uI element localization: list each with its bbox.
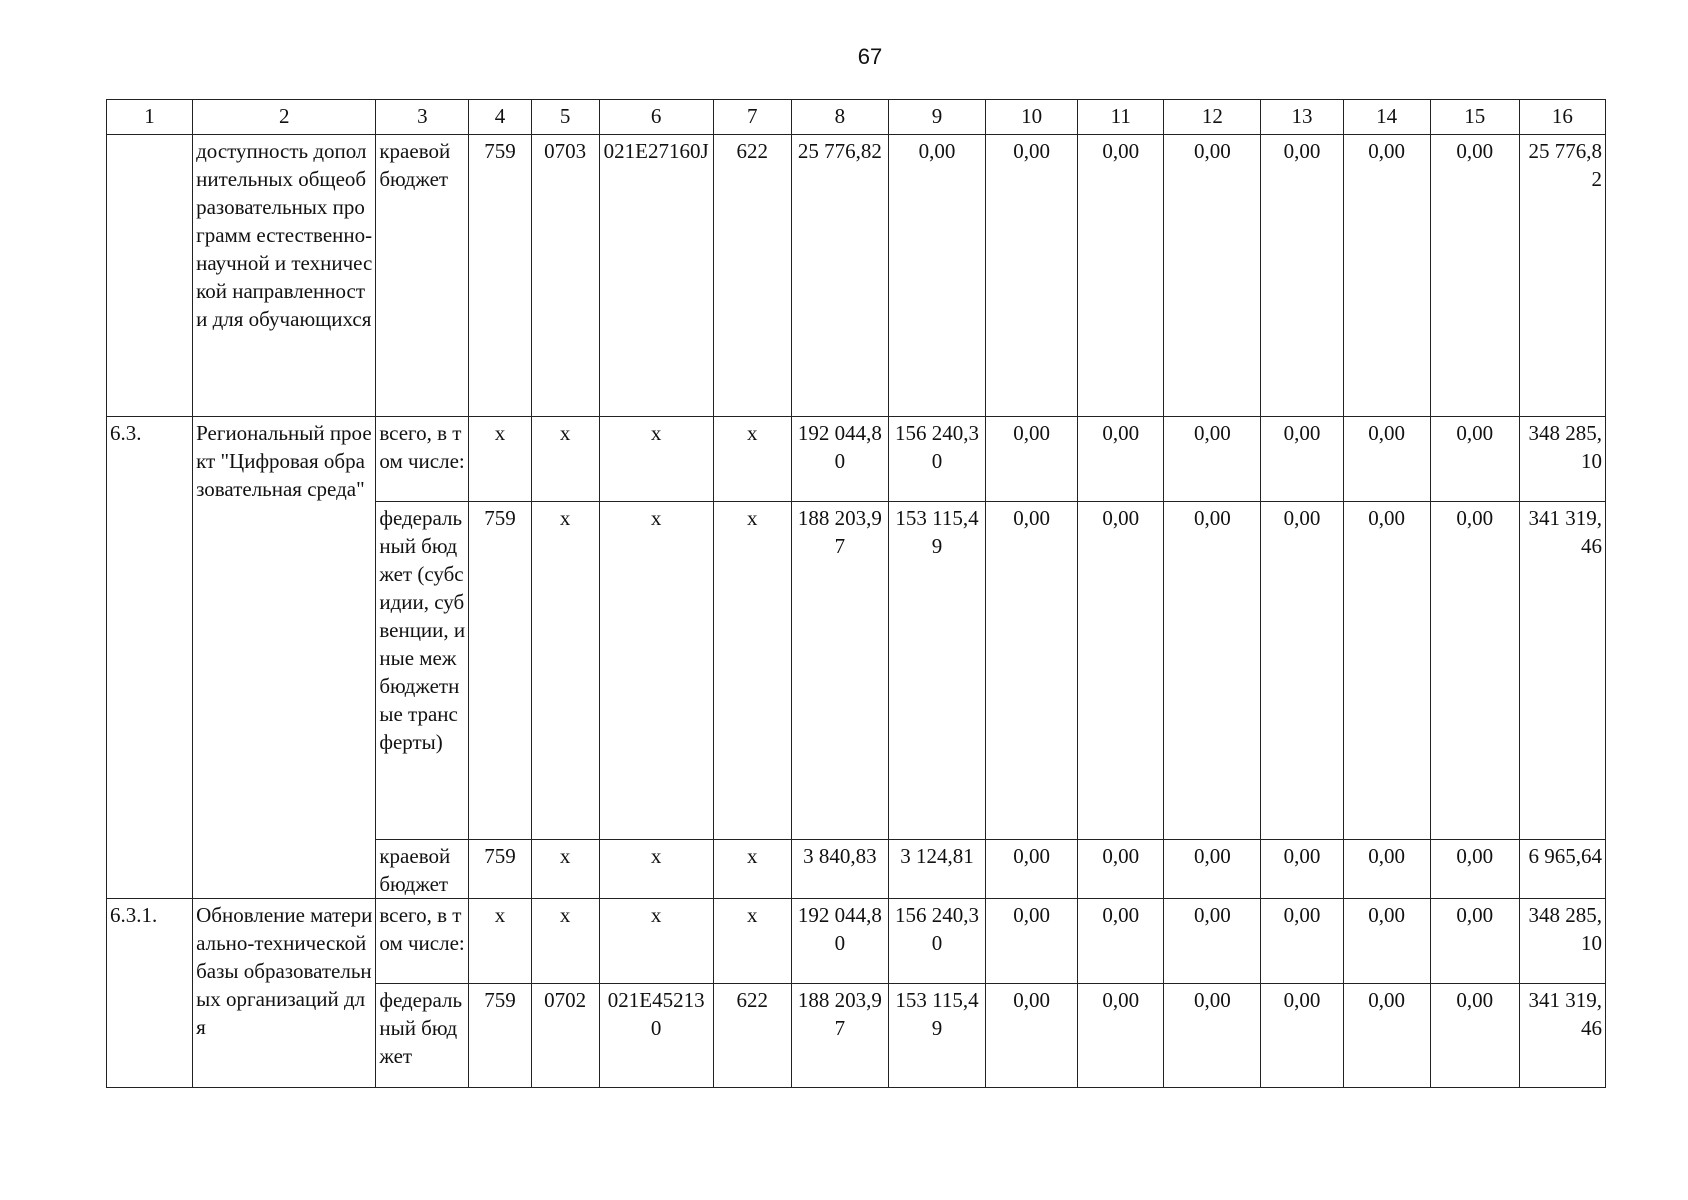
amount-cell: 0,00 (986, 899, 1078, 984)
header-cell: 7 (713, 100, 791, 135)
amount-cell: 0,00 (1343, 984, 1430, 1088)
total-cell: 341 319,46 (1519, 984, 1605, 1088)
amount-cell: 153 115,49 (888, 502, 985, 840)
header-cell: 14 (1343, 100, 1430, 135)
amount-cell: 153 115,49 (888, 984, 985, 1088)
code-cell: х (599, 417, 713, 502)
amount-cell: 156 240,30 (888, 417, 985, 502)
amount-cell: 0,00 (1261, 135, 1343, 417)
code-cell: 0703 (531, 135, 599, 417)
amount-cell: 188 203,97 (791, 502, 888, 840)
header-cell: 2 (193, 100, 376, 135)
total-cell: 25 776,82 (1519, 135, 1605, 417)
code-cell: х (713, 417, 791, 502)
budget-table (106, 99, 1606, 1088)
code-cell: х (599, 899, 713, 984)
amount-cell: 0,00 (986, 502, 1078, 840)
amount-cell: 0,00 (1164, 417, 1261, 502)
row-number-cell: 6.3.1. (107, 899, 193, 1088)
table-row (107, 135, 1606, 417)
header-cell: 16 (1519, 100, 1605, 135)
amount-cell: 0,00 (1164, 840, 1261, 899)
total-cell: 348 285,10 (1519, 899, 1605, 984)
code-cell: 759 (469, 502, 531, 840)
code-cell: х (531, 840, 599, 899)
amount-cell: 156 240,30 (888, 899, 985, 984)
code-cell: х (469, 899, 531, 984)
total-cell: 341 319,46 (1519, 502, 1605, 840)
code-cell: х (599, 502, 713, 840)
item-name-cell: Региональный проект "Цифровая образовательная среда" (193, 417, 376, 899)
header-cell: 1 (107, 100, 193, 135)
code-cell: х (531, 417, 599, 502)
code-cell: х (713, 840, 791, 899)
amount-cell: 0,00 (1078, 840, 1164, 899)
amount-cell: 0,00 (1343, 502, 1430, 840)
amount-cell: 25 776,82 (791, 135, 888, 417)
amount-cell: 0,00 (1430, 984, 1519, 1088)
source-cell: федеральный бюджет (субсидии, субвенции, иные межбюджетные трансферты) (376, 502, 469, 840)
amount-cell: 0,00 (1343, 135, 1430, 417)
header-cell: 8 (791, 100, 888, 135)
total-cell: 348 285,10 (1519, 417, 1605, 502)
header-cell: 5 (531, 100, 599, 135)
header-cell: 15 (1430, 100, 1519, 135)
amount-cell: 0,00 (1164, 502, 1261, 840)
amount-cell: 0,00 (1430, 135, 1519, 417)
amount-cell: 0,00 (1261, 984, 1343, 1088)
code-cell: 622 (713, 135, 791, 417)
amount-cell: 192 044,80 (791, 417, 888, 502)
table-row (107, 417, 1606, 502)
code-cell: х (531, 899, 599, 984)
code-cell: х (599, 840, 713, 899)
amount-cell: 0,00 (1430, 417, 1519, 502)
header-cell: 10 (986, 100, 1078, 135)
code-cell: х (713, 502, 791, 840)
total-cell: 6 965,64 (1519, 840, 1605, 899)
amount-cell: 0,00 (1343, 417, 1430, 502)
amount-cell: 0,00 (888, 135, 985, 417)
item-name-cell: Обновление материально-технической базы образовательных организаций для (193, 899, 376, 1088)
header-cell: 4 (469, 100, 531, 135)
header-cell: 12 (1164, 100, 1261, 135)
amount-cell: 0,00 (986, 135, 1078, 417)
code-cell: 759 (469, 984, 531, 1088)
code-cell: х (531, 502, 599, 840)
table-row (107, 899, 1606, 984)
amount-cell: 0,00 (1078, 417, 1164, 502)
amount-cell: 0,00 (986, 984, 1078, 1088)
source-cell: краевой бюджет (376, 135, 469, 417)
amount-cell: 0,00 (1164, 984, 1261, 1088)
amount-cell: 0,00 (1078, 502, 1164, 840)
source-cell: всего, в том числе: (376, 417, 469, 502)
code-cell: 759 (469, 840, 531, 899)
amount-cell: 0,00 (1430, 899, 1519, 984)
amount-cell: 3 124,81 (888, 840, 985, 899)
amount-cell: 192 044,80 (791, 899, 888, 984)
amount-cell: 0,00 (1164, 135, 1261, 417)
header-cell: 9 (888, 100, 985, 135)
amount-cell: 188 203,97 (791, 984, 888, 1088)
code-cell: 759 (469, 135, 531, 417)
code-cell: 622 (713, 984, 791, 1088)
amount-cell: 0,00 (1078, 984, 1164, 1088)
amount-cell: 0,00 (1343, 899, 1430, 984)
code-cell: 021E27160J (599, 135, 713, 417)
header-cell: 11 (1078, 100, 1164, 135)
item-name-cell: доступность дополнительных общеобразовательных программ естественно-научной и технической направленности для обучающихся (193, 135, 376, 417)
header-cell: 6 (599, 100, 713, 135)
amount-cell: 0,00 (1261, 417, 1343, 502)
amount-cell: 0,00 (1430, 502, 1519, 840)
amount-cell: 0,00 (1164, 899, 1261, 984)
code-cell: 0702 (531, 984, 599, 1088)
amount-cell: 0,00 (1078, 899, 1164, 984)
amount-cell: 0,00 (1078, 135, 1164, 417)
row-number-cell (107, 135, 193, 417)
amount-cell: 0,00 (986, 840, 1078, 899)
amount-cell: 0,00 (1261, 899, 1343, 984)
header-cell: 13 (1261, 100, 1343, 135)
amount-cell: 0,00 (1261, 840, 1343, 899)
amount-cell: 3 840,83 (791, 840, 888, 899)
amount-cell: 0,00 (986, 417, 1078, 502)
code-cell: х (713, 899, 791, 984)
source-cell: федеральный бюджет (376, 984, 469, 1088)
header-row (107, 100, 1606, 135)
code-cell: х (469, 417, 531, 502)
code-cell: 021E452130 (599, 984, 713, 1088)
row-number-cell: 6.3. (107, 417, 193, 899)
amount-cell: 0,00 (1261, 502, 1343, 840)
source-cell: краевой бюджет (376, 840, 469, 899)
header-cell: 3 (376, 100, 469, 135)
amount-cell: 0,00 (1343, 840, 1430, 899)
page-number: 67 (857, 44, 883, 69)
source-cell: всего, в том числе: (376, 899, 469, 984)
amount-cell: 0,00 (1430, 840, 1519, 899)
